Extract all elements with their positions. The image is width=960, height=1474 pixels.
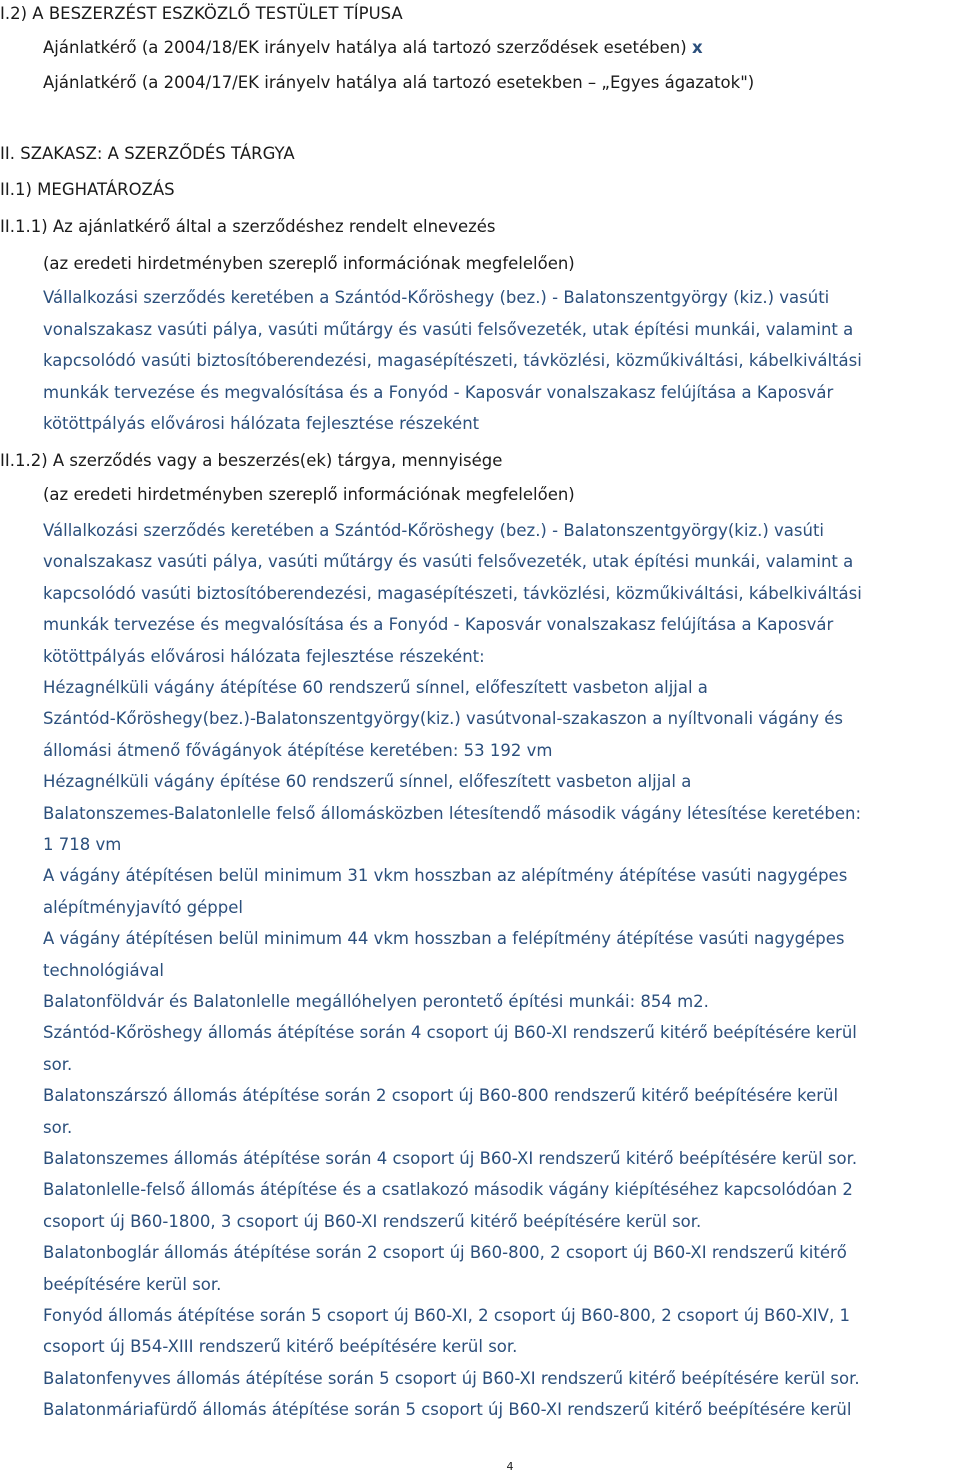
section-ii-heading: II. SZAKASZ: A SZERZŐDÉS TÁRGYA [0,144,295,163]
section-ii12-note: (az eredeti hirdetményben szereplő információnak megfelelően) [43,485,575,504]
body-text-line: Balatonföldvár és Balatonlelle megállóhelyen perontető építési munkái: 854 m2. [43,992,709,1011]
body-text-line: A vágány átépítésen belül minimum 31 vkm hosszban az alépítmény átépítése vasúti nagygépes [43,866,848,886]
body-text-line: Vállalkozási szerződés keretében a Szántód-Kőröshegy (bez.) - Balatonszentgyörgy(kiz.) vasúti [43,521,825,540]
page-number: 4 [506,1460,514,1473]
body-text-line: munkák tervezése és megvalósítása és a Fonyód - Kaposvár vonalszakasz felújítása a Kaposvár [43,615,834,635]
body-text-line: kapcsolódó vasúti biztosítóberendezési, magasépítészeti, távközlési, közműkiváltási, kábelkiváltási [43,351,862,371]
body-text-line: állomási átmenő fővágányok átépítése keretében: 53 192 vm [43,740,553,760]
body-text-line: sor. [43,1117,73,1137]
body-text-line: csoport új B54-XIII rendszerű kitérő beépítésére kerül sor. [43,1337,518,1357]
body-text-line: munkák tervezése és megvalósítása és a Fonyód - Kaposvár vonalszakasz felújítása a Kaposvár [43,382,834,402]
body-text-line: Balatonszárszó állomás átépítése során 2 csoport új B60-800 rendszerű kitérő beépítésére kerül [43,1086,839,1106]
body-text-line: alépítményjavító géppel [43,897,243,917]
body-text-line: vonalszakasz vasúti pálya, vasúti műtárgy és vasúti felsővezeték, utak építési munkái, valamint a [43,319,854,339]
option-2004-18 [43,37,703,59]
body-text-line: Hézagnélküli vágány építése 60 rendszerű sínnel, előfeszített vasbeton aljjal a [43,772,692,792]
body-text-line: Balatonboglár állomás átépítése során 2 csoport új B60-800, 2 csoport új B60-XI rendszerű kitérő [43,1243,847,1263]
body-text-line: kötöttpályás elővárosi hálózata fejlesztése részeként: [43,646,485,666]
body-text-line: Szántód-Kőröshegy(bez.)-Balatonszentgyörgy(kiz.) vasútvonal-szakaszon a nyíltvonali vágány és [43,709,843,729]
body-text-line: beépítésére kerül sor. [43,1274,222,1294]
section-ii11-note: (az eredeti hirdetményben szereplő információnak megfelelően) [43,254,575,273]
section-i2-heading: I.2) A BESZERZÉST ESZKÖZLŐ TESTÜLET TÍPUSA [0,4,403,23]
body-text-line: A vágány átépítésen belül minimum 44 vkm hosszban a felépítmény átépítése vasúti nagygépes [43,929,845,949]
body-text-line: Balatonfenyves állomás átépítése során 5 csoport új B60-XI rendszerű kitérő beépítésére kerül sor. [43,1368,860,1388]
body-text-line: sor. [43,1054,73,1074]
body-text-line: Vállalkozási szerződés keretében a Szántód-Kőröshegy (bez.) - Balatonszentgyörgy (kiz.) vasúti [43,288,830,307]
selected-mark: x [691,38,703,57]
body-text-line: Balatonszemes állomás átépítése során 4 csoport új B60-XI rendszerű kitérő beépítésére kerül sor. [43,1149,858,1168]
body-text-line: vonalszakasz vasúti pálya, vasúti műtárgy és vasúti felsővezeték, utak építési munkái, valamint a [43,552,854,572]
body-text-line: 1 718 vm [43,835,122,854]
section-ii11-heading: II.1.1) Az ajánlatkérő által a szerződéshez rendelt elnevezés [0,217,496,236]
body-text-line: Szántód-Kőröshegy állomás átépítése során 4 csoport új B60-XI rendszerű kitérő beépítésére kerül [43,1023,857,1043]
body-text-line: Balatonszemes-Balatonlelle felső állomásközben létesítendő második vágány létesítése keretében: [43,803,862,823]
body-text-line: kötöttpályás elővárosi hálózata fejlesztése részeként [43,414,480,434]
body-text-line: csoport új B60-1800, 3 csoport új B60-XI rendszerű kitérő beépítésére kerül sor. [43,1211,702,1231]
body-text-line: Hézagnélküli vágány átépítése 60 rendszerű sínnel, előfeszített vasbeton aljjal a [43,678,708,697]
option-2004-17: Ajánlatkérő (a 2004/17/EK irányelv hatálya alá tartozó esetekben – „Egyes ágazatok") [43,73,755,92]
section-ii12-heading: II.1.2) A szerződés vagy a beszerzés(ek) tárgya, mennyisége [0,451,503,470]
body-text-line: Balatonlelle-felső állomás átépítése és a csatlakozó második vágány kiépítéséhez kapcsolódóan 2 [43,1180,853,1200]
section-ii1-heading: II.1) MEGHATÁROZÁS [0,180,175,199]
body-text-line: kapcsolódó vasúti biztosítóberendezési, magasépítészeti, távközlési, közműkiváltási, kábelkiváltási [43,583,862,603]
body-text-line: technológiával [43,960,165,980]
body-text-line: Balatonmáriafürdő állomás átépítése során 5 csoport új B60-XI rendszerű kitérő beépítésére kerül [43,1400,852,1420]
option-2004-18-text: Ajánlatkérő (a 2004/18/EK irányelv hatálya alá tartozó szerződések esetében) [43,38,687,57]
body-text-line: Fonyód állomás átépítése során 5 csoport új B60-XI, 2 csoport új B60-800, 2 csoport új B60-XIV, 1 [43,1306,850,1325]
